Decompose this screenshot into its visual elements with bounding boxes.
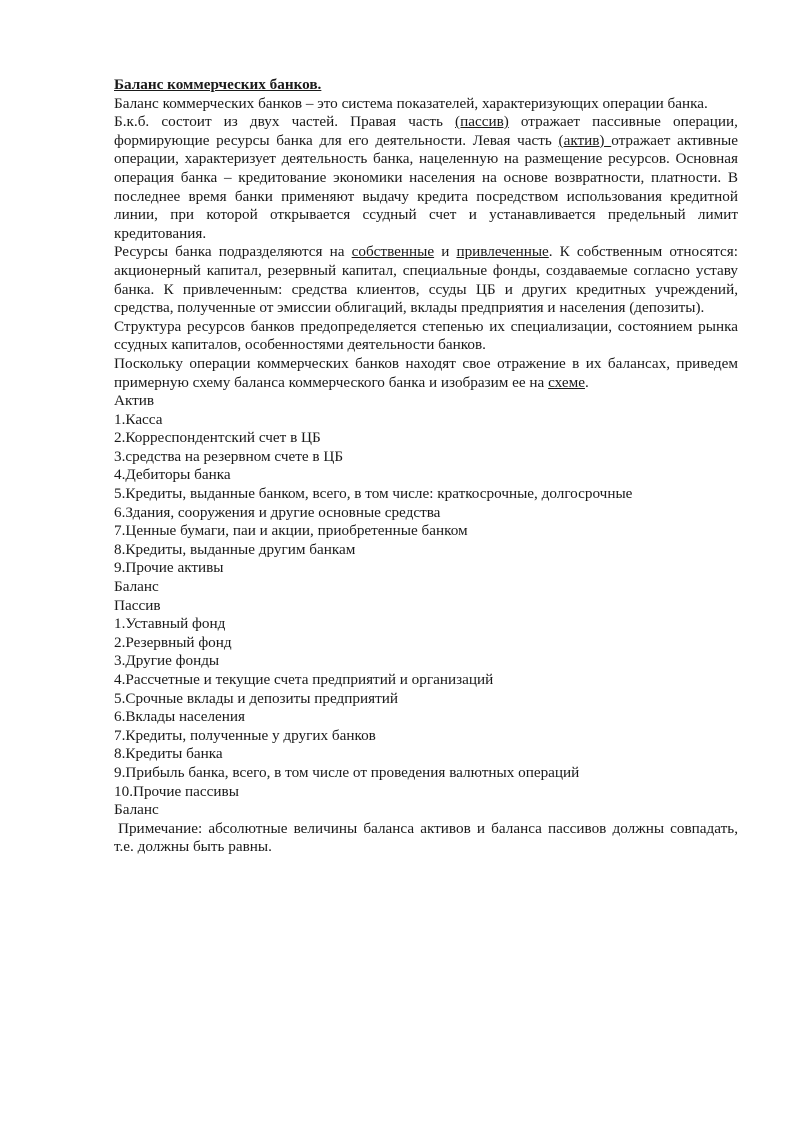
passiv-term: (пассив) [455,113,509,131]
assets-item: 3.средства на резервном счете в ЦБ [114,447,344,465]
liabilities-item: 8.Кредиты банка [114,745,223,763]
paragraph-structure-text-b: отражает пассивные операции, формирующие ресурсы банка для его деятельности. Левая часть [114,113,738,149]
paragraph-resources-text-b: и [434,243,457,261]
paragraph-structure [114,113,738,243]
paragraph-scheme-intro [114,355,738,392]
assets-item: 5.Кредиты, выданные банком, всего, в том числе: краткосрочные, долгосрочные [114,485,633,503]
assets-item: 7.Ценные бумаги, паи и акции, приобретенные банком [114,522,468,540]
liabilities-item: 1.Уставный фонд [114,615,226,633]
paragraph-structure-text-a: Б.к.б. состоит из двух частей. Правая часть [114,113,456,131]
paragraph-resources-text-a: Ресурсы банка подразделяются на [114,243,352,261]
liabilities-item: 5.Срочные вклады и депозиты предприятий [114,689,399,707]
paragraph-scheme-text-a: Поскольку операции коммерческих банков находят свое отражение в их балансах, приведем примерную схему баланса коммерческого банка и изобразим ее на [114,354,738,391]
liabilities-item: 7.Кредиты, полученные у других банков [114,726,376,744]
document-title: Баланс коммерческих банков. [114,76,322,93]
liabilities-item: 10.Прочие пассивы [114,782,239,800]
paragraph-scheme-text-b: . [584,373,589,391]
liabilities-item: 9.Прибыль банка, всего, в том числе от проведения валютных операций [114,763,580,781]
liabilities-item: 2.Резервный фонд [114,633,232,651]
document-page [114,76,738,857]
liabilities-balance-label: Баланс [114,801,159,819]
liabilities-heading: Пассив [114,596,161,614]
paragraph-structure-text-c: отражает активные операции, характеризует деятельность банка, нацеленную на размещение ресурсов. Основная операция банка – кредитование экономики населения на основе возвратности, платности. В последнее время банки применяют выдачу кредита посредством использования кредитной линии, при которой открывается ссудный счет и устанавливается предельный лимит кредитования. [114,131,739,242]
assets-item: 6.Здания, сооружения и другие основные средства [114,503,441,521]
paragraph-definition: Баланс коммерческих банков – это система показателей, характеризующих операции банка. [114,94,708,112]
liabilities-item: 6.Вклады населения [114,708,246,726]
assets-balance-label: Баланс [114,578,159,596]
paragraph-resources [114,243,738,317]
assets-item: 8.Кредиты, выданные другим банкам [114,540,356,558]
assets-item: 2.Корреспондентский счет в ЦБ [114,429,321,447]
note-paragraph: Примечание: абсолютные величины баланса активов и баланса пассивов должны совпадать, т.е. должны быть равны. [114,819,738,856]
aktiv-term: (актив) [558,131,612,149]
paragraph-specialization: Структура ресурсов банков предопределяется степенью их специализации, состоянием рынка ссудных капиталов, особенностями деятельности банков. [114,317,738,354]
assets-item: 1.Касса [114,410,163,428]
assets-list [114,411,738,578]
liabilities-item: 4.Рассчетные и текущие счета предприятий и организаций [114,671,494,688]
assets-heading: Актив [114,392,155,410]
borrowed-resources-term: привлеченные [456,243,549,261]
scheme-link[interactable]: схеме [548,373,585,391]
liabilities-list [114,615,738,801]
assets-item: 4.Дебиторы банка [114,466,231,484]
own-resources-term: собственные [351,243,435,261]
paragraph-resources-text-c: . К собственным относятся: акционерный капитал, резервный капитал, специальные фонды, создаваемые согласно уставу банка. К привлеченным: средства клиентов, ссуды ЦБ и других кредитных учреждений, средства, полученные от эмиссии облигаций, вклады предприятия и населения (депозиты). [114,243,738,317]
liabilities-item: 3.Другие фонды [114,652,220,670]
assets-item: 9.Прочие активы [114,559,224,577]
